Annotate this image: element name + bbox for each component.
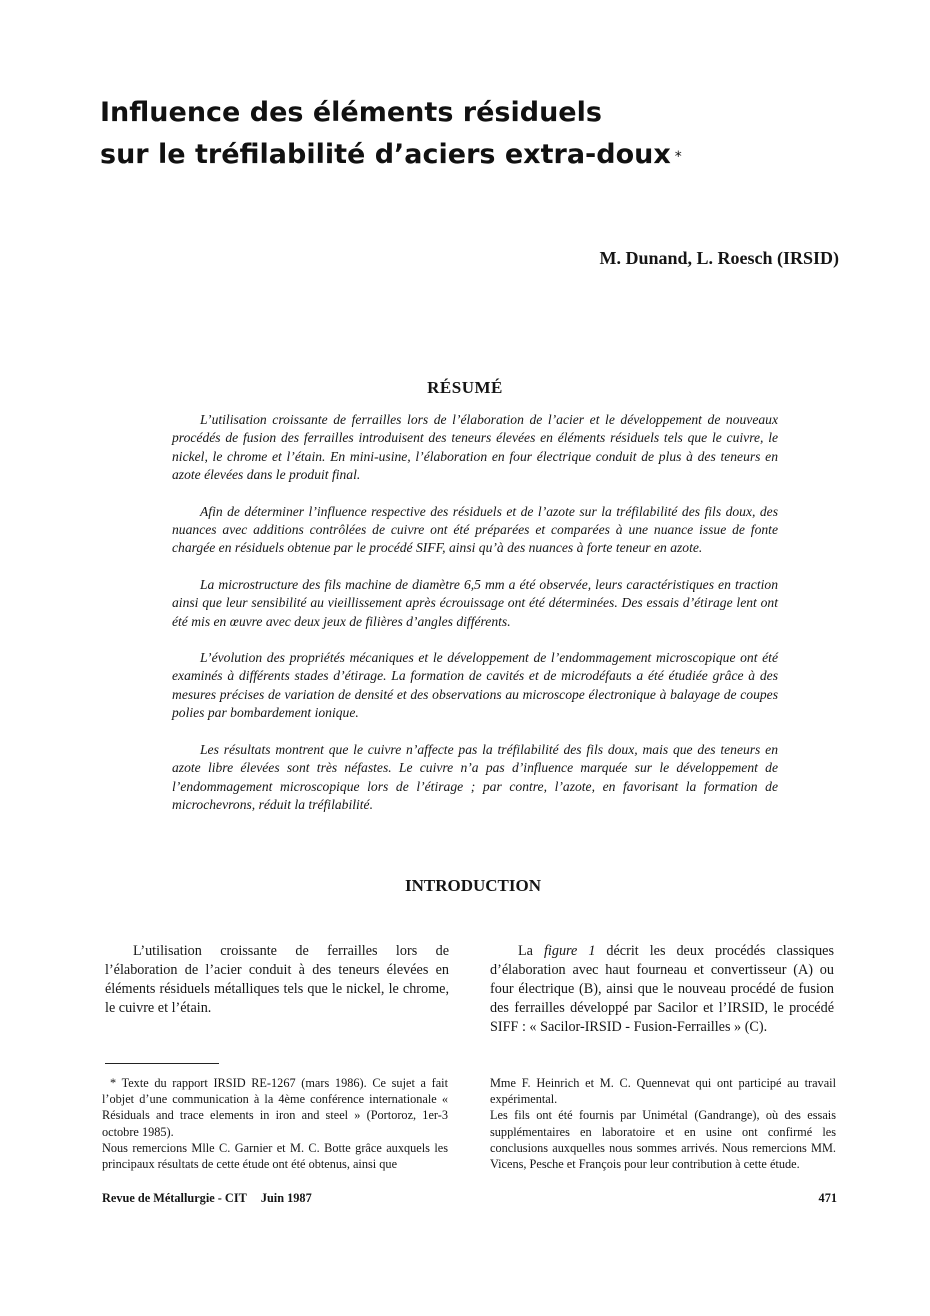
introduction-paragraph: L’utilisation croissante de ferrailles lors de l’élaboration de l’acier conduit à des teneurs élevées en éléments résiduels métalliques tels que le nickel, le chrome, le cuivre et l’étain. xyxy=(105,943,449,1016)
page-number: 471 xyxy=(818,1191,837,1205)
resume-heading: RÉSUMÉ xyxy=(427,378,503,397)
introduction-paragraph xyxy=(490,942,834,1037)
title-line-1: Influence des éléments résiduels xyxy=(100,97,602,128)
abstract-paragraph: La microstructure des fils machine de diamètre 6,5 mm a été observée, leurs caractéristiques en traction ainsi que leur sensibilité au vieillissement après écrouissage ont été déterminées. Des essais d’étirage lent ont été mis en œuvre avec deux jeux de filières d’angles différents. xyxy=(172,576,778,629)
title-line-2: sur le tréfilabilité d’aciers extra-doux xyxy=(100,139,671,170)
footnote-divider xyxy=(105,1063,219,1064)
page-footer-journal xyxy=(102,1191,312,1206)
journal-name: Revue de Métallurgie - CIT xyxy=(102,1191,247,1205)
paragraph-lead: La xyxy=(518,943,544,959)
figure-reference: figure 1 xyxy=(543,943,596,959)
introduction-left-column xyxy=(105,942,449,1018)
footnotes-right xyxy=(490,1075,836,1172)
paragraph-text: décrit les deux procédés classiques d’élaboration avec haut fourneau et convertisseur (A) ou four électrique (B), ainsi que le nouveau procédé de fusion des ferrailles développé par Sacilor et l’IRSID, le procédé SIFF : « Sacilor-IRSID - Fusion-Ferrailles » (C). xyxy=(490,943,834,1035)
abstract-paragraph: L’évolution des propriétés mécaniques et le développement de l’endommagement microscopique ont été examinés à différents stades d’étirage. La formation de cavités et de microdéfauts a été étudiée grâce à des mesures précises de variation de densité et des observations au microscope électronique à balayage de coupes polies par bombardement ionique. xyxy=(172,650,778,721)
authors: M. Dunand, L. Roesch (IRSID) xyxy=(599,248,839,268)
abstract-paragraph: Afin de déterminer l’influence respective des résiduels et de l’azote sur la tréfilabilité des fils doux, des nuances avec additions contrôlées de cuivre ont été préparées et comparées à une nuance issue de fonte chargée en résiduels obtenue par le procédé SIFF, ainsi qu’à des nuances à forte teneur en azote. xyxy=(172,503,778,556)
introduction-heading: INTRODUCTION xyxy=(404,876,542,895)
acknowledgement-text: Mme F. Heinrich et M. C. Quennevat qui ont participé au travail expérimental. xyxy=(490,1076,836,1107)
introduction-right-column xyxy=(490,942,834,1037)
footnote-text: * Texte du rapport IRSID RE-1267 (mars 1986). Ce sujet a fait l’objet d’une communication à la 4ème conférence internationale « Résiduals and trace elements in iron and steel » (Portoroz, 1er-3 octobre 1985). xyxy=(102,1076,448,1139)
issue-date: Juin 1987 xyxy=(260,1191,312,1205)
footnotes-left xyxy=(102,1075,448,1172)
acknowledgement-text: Les fils ont été fournis par Unimétal (Gandrange), où des essais supplémentaires en laboratoire et en usine ont confirmé les conclusions auxquelles nous sommes arrivés. Nous remercions MM. Vicens, Pesche et François pour leur contribution à cette étude. xyxy=(490,1108,836,1172)
abstract xyxy=(172,411,778,832)
title-footnote-mark: * xyxy=(674,149,682,165)
abstract-paragraph: L’utilisation croissante de ferrailles lors de l’élaboration de l’acier et le développement de nouveaux procédés de fusion des ferrailles introduisent des teneurs élevées en éléments résiduels tels que le cuivre, le nickel, le chrome et l’étain. En mini-usine, l’élaboration en four électrique conduit de plus à des teneurs en azote élevées dans le produit final. xyxy=(172,412,778,483)
article-title xyxy=(100,92,740,176)
acknowledgement-text: Nous remercions Mlle C. Garnier et M. C. Botte grâce auxquels les principaux résultats de cette étude ont été obtenus, ainsi que xyxy=(102,1140,448,1172)
abstract-paragraph: Les résultats montrent que le cuivre n’affecte pas la tréfilabilité des fils doux, mais que des teneurs en azote libre élevées sont très néfastes. Le cuivre n’a pas d’influence marquée sur le développement de l’endommagement microscopique lors de l’étirage ; par contre, l’azote, en favorisant la formation de microchevrons, réduit la tréfilabilité. xyxy=(172,741,778,812)
